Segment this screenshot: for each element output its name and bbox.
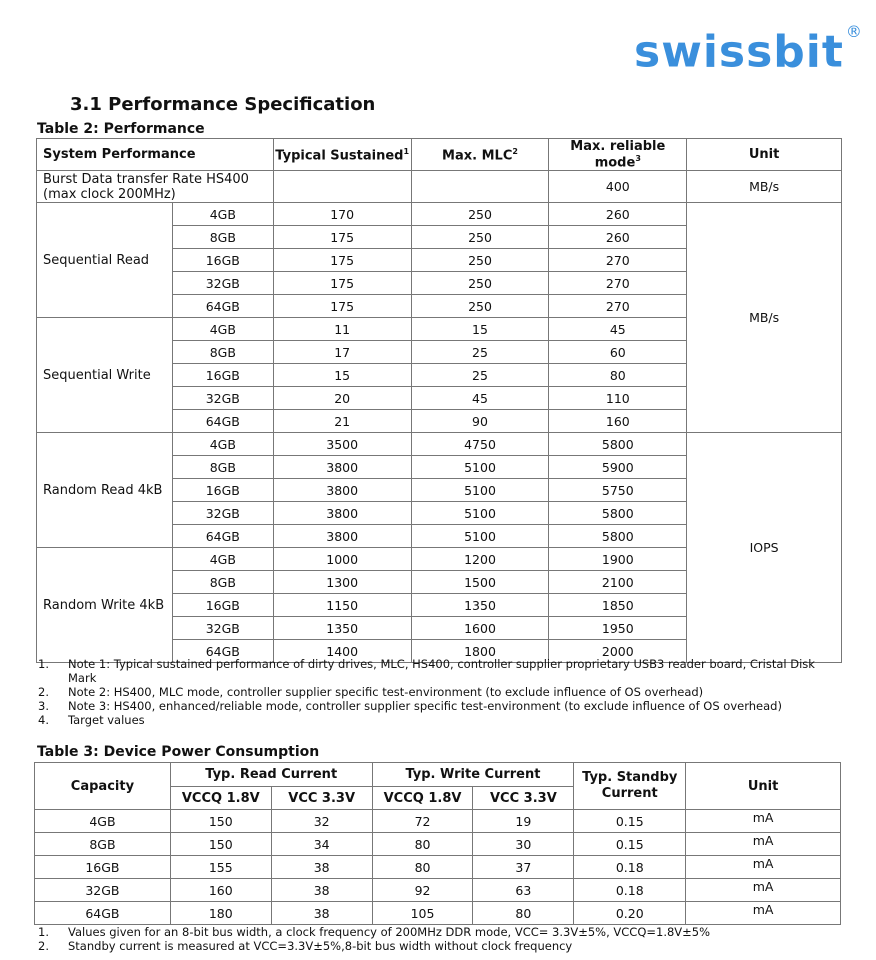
cell-reliable: 270: [549, 272, 687, 295]
cell-reliable: 5900: [549, 456, 687, 479]
footnote: [38, 699, 818, 713]
header-standby-current: Typ. Standby Current: [574, 763, 686, 810]
header-write-vccq: VCCQ 1.8V: [372, 787, 473, 810]
cell-read-vcc: 32: [271, 810, 372, 833]
cell-reliable: 45: [549, 318, 687, 341]
footnote-text: Note 3: HS400, enhanced/reliable mode, controller supplier specific test-environment (to exclude influence of OS overhead): [68, 699, 782, 713]
cell-mlc: 250: [411, 295, 549, 318]
cell-capacity: 64GB: [172, 525, 273, 548]
cell-typical: 1300: [273, 571, 411, 594]
cell-mlc: 5100: [411, 479, 549, 502]
footnote-text: Target values: [68, 713, 145, 727]
cell-unit: mA: [686, 810, 841, 833]
cell-read-vccq: 155: [170, 856, 271, 879]
table-row: [37, 433, 842, 456]
cell-capacity: 8GB: [172, 226, 273, 249]
cell-reliable: 2000: [549, 640, 687, 663]
cell-reliable: 1850: [549, 594, 687, 617]
cell-typical: 21: [273, 410, 411, 433]
cell-unit: mA: [686, 879, 841, 902]
cell-write-vcc: 63: [473, 879, 574, 902]
footnote-number: 4.: [38, 713, 49, 727]
cell-mlc: 4750: [411, 433, 549, 456]
footnote-text: Standby current is measured at VCC=3.3V±5%,8-bit bus width without clock frequency: [68, 939, 573, 953]
table-row: [35, 856, 841, 879]
footnote-number: 2.: [38, 685, 49, 699]
table-header-row: [35, 763, 841, 787]
cell-reliable: 5800: [549, 433, 687, 456]
cell-mlc: 1500: [411, 571, 549, 594]
footnote-text: Values given for an 8-bit bus width, a clock frequency of 200MHz DDR mode, VCC= 3.3V±5%, VCCQ=1.8V±5%: [68, 925, 711, 939]
cell-mlc: 1600: [411, 617, 549, 640]
performance-table: [36, 138, 842, 663]
header-max-reliable: Max. reliable mode$^3$: [549, 139, 687, 171]
cell-typical: 3800: [273, 525, 411, 548]
cell-write-vccq: 80: [372, 856, 473, 879]
cell-reliable: 5800: [549, 502, 687, 525]
header-write-vcc: VCC 3.3V: [473, 787, 574, 810]
cell-typical: 3800: [273, 479, 411, 502]
table-row: [37, 203, 842, 226]
table-row: [35, 902, 841, 925]
cell-read-vccq: 150: [170, 833, 271, 856]
logo-text: swissbit: [634, 26, 844, 78]
cell-mlc: 5100: [411, 525, 549, 548]
cell-read-vccq: 150: [170, 810, 271, 833]
cell-capacity: 8GB: [172, 456, 273, 479]
footnote: [38, 939, 818, 953]
cell-capacity: 4GB: [172, 203, 273, 226]
footnote-number: 1.: [38, 657, 49, 671]
swissbit-logo: [634, 22, 863, 77]
footnote-text: Note 1: Typical sustained performance of dirty drives, MLC, HS400, controller supplier proprietary USB3 reader board, Cristal Disk Mark: [68, 657, 815, 685]
cell-reliable: 60: [549, 341, 687, 364]
power-consumption-table: [34, 762, 841, 925]
footnote-text: Note 2: HS400, MLC mode, controller supplier specific test-environment (to exclude influence of OS overhead): [68, 685, 704, 699]
cell-capacity: 64GB: [35, 902, 171, 925]
cell-mlc: 1200: [411, 548, 549, 571]
table-row: [35, 833, 841, 856]
cell-capacity: 32GB: [172, 617, 273, 640]
cell-reliable: 1900: [549, 548, 687, 571]
cell-reliable: 270: [549, 249, 687, 272]
cell-mlc: 250: [411, 203, 549, 226]
table3-notes: [38, 925, 818, 953]
cell-standby: 0.15: [574, 810, 686, 833]
cell-write-vcc: 37: [473, 856, 574, 879]
cell-typical: 3800: [273, 456, 411, 479]
cell-capacity: 16GB: [172, 479, 273, 502]
cell-standby: 0.18: [574, 879, 686, 902]
footnote: [38, 713, 818, 727]
table-row: [35, 879, 841, 902]
cell-capacity: 32GB: [35, 879, 171, 902]
registered-mark: ®: [845, 22, 863, 41]
cell-mlc: 5100: [411, 456, 549, 479]
cell-typical: 20: [273, 387, 411, 410]
cell-reliable: 5750: [549, 479, 687, 502]
cell-standby: 0.18: [574, 856, 686, 879]
cell-capacity: 16GB: [172, 249, 273, 272]
table3-caption: Table 3: Device Power Consumption: [37, 744, 320, 760]
cell-typical: 170: [273, 203, 411, 226]
cell-capacity: 4GB: [172, 548, 273, 571]
footnote-number: 1.: [38, 925, 49, 939]
cell-capacity: 32GB: [172, 502, 273, 525]
burst-unit: MB/s: [687, 171, 842, 203]
cell-capacity: 32GB: [172, 387, 273, 410]
cell-capacity: 4GB: [172, 433, 273, 456]
header-capacity: Capacity: [35, 763, 171, 810]
cell-capacity: 64GB: [172, 640, 273, 663]
cell-reliable: 260: [549, 226, 687, 249]
cell-capacity: 16GB: [172, 364, 273, 387]
section-title: 3.1 Performance Specification: [70, 94, 376, 115]
cell-unit: mA: [686, 856, 841, 879]
cell-mlc: 250: [411, 249, 549, 272]
footnote-number: 3.: [38, 699, 49, 713]
cell-mlc: 1800: [411, 640, 549, 663]
cell-typical: 15: [273, 364, 411, 387]
header-read-vccq: VCCQ 1.8V: [170, 787, 271, 810]
cell-typical: 1000: [273, 548, 411, 571]
footnote-number: 2.: [38, 939, 49, 953]
header-unit: Unit: [687, 139, 842, 171]
cell-reliable: 80: [549, 364, 687, 387]
cell-standby: 0.15: [574, 833, 686, 856]
header-write-current: Typ. Write Current: [372, 763, 574, 787]
cell-write-vccq: 92: [372, 879, 473, 902]
cell-capacity: 8GB: [172, 341, 273, 364]
cell-capacity: 4GB: [35, 810, 171, 833]
cell-write-vcc: 19: [473, 810, 574, 833]
burst-reliable: 400: [549, 171, 687, 203]
cell-typical: 1350: [273, 617, 411, 640]
cell-reliable: 2100: [549, 571, 687, 594]
cell-capacity: 16GB: [172, 594, 273, 617]
cell-mlc: 250: [411, 272, 549, 295]
header-typical-sustained: Typical Sustained$^1$: [273, 139, 411, 171]
footnote: [38, 685, 818, 699]
footnote: [38, 657, 818, 685]
cell-read-vccq: 180: [170, 902, 271, 925]
group-label: Random Write 4kB: [37, 548, 173, 663]
unit-cell: IOPS: [687, 433, 842, 663]
table-header-row: [37, 139, 842, 171]
cell-mlc: 5100: [411, 502, 549, 525]
cell-capacity: 4GB: [172, 318, 273, 341]
table-row-burst: [37, 171, 842, 203]
cell-read-vcc: 38: [271, 902, 372, 925]
group-label: Random Read 4kB: [37, 433, 173, 548]
cell-read-vcc: 38: [271, 879, 372, 902]
table2-caption: Table 2: Performance: [37, 121, 205, 137]
cell-mlc: 90: [411, 410, 549, 433]
group-label: Sequential Read: [37, 203, 173, 318]
cell-capacity: 64GB: [172, 410, 273, 433]
burst-typical: [273, 171, 411, 203]
cell-capacity: 8GB: [172, 571, 273, 594]
cell-mlc: 25: [411, 341, 549, 364]
cell-mlc: 250: [411, 226, 549, 249]
cell-typical: 175: [273, 295, 411, 318]
cell-read-vccq: 160: [170, 879, 271, 902]
footnote: [38, 925, 818, 939]
cell-read-vcc: 38: [271, 856, 372, 879]
cell-typical: 17: [273, 341, 411, 364]
cell-reliable: 110: [549, 387, 687, 410]
cell-typical: 11: [273, 318, 411, 341]
cell-typical: 1150: [273, 594, 411, 617]
cell-typical: 175: [273, 249, 411, 272]
header-max-mlc: Max. MLC$^2$: [411, 139, 549, 171]
header-read-vcc: VCC 3.3V: [271, 787, 372, 810]
cell-capacity: 16GB: [35, 856, 171, 879]
cell-standby: 0.20: [574, 902, 686, 925]
cell-write-vcc: 30: [473, 833, 574, 856]
cell-typical: 1400: [273, 640, 411, 663]
cell-capacity: 8GB: [35, 833, 171, 856]
cell-write-vccq: 105: [372, 902, 473, 925]
cell-typical: 3800: [273, 502, 411, 525]
cell-reliable: 160: [549, 410, 687, 433]
cell-reliable: 270: [549, 295, 687, 318]
cell-reliable: 5800: [549, 525, 687, 548]
cell-reliable: 1950: [549, 617, 687, 640]
cell-write-vccq: 72: [372, 810, 473, 833]
cell-typical: 175: [273, 226, 411, 249]
header-unit: Unit: [686, 763, 841, 810]
burst-label: Burst Data transfer Rate HS400 (max clock 200MHz): [37, 171, 274, 203]
cell-capacity: 64GB: [172, 295, 273, 318]
cell-mlc: 15: [411, 318, 549, 341]
cell-read-vcc: 34: [271, 833, 372, 856]
burst-mlc: [411, 171, 549, 203]
header-system-performance: System Performance: [37, 139, 274, 171]
cell-unit: mA: [686, 833, 841, 856]
cell-typical: 175: [273, 272, 411, 295]
cell-capacity: 32GB: [172, 272, 273, 295]
cell-mlc: 45: [411, 387, 549, 410]
table2-notes: [38, 657, 818, 727]
cell-reliable: 260: [549, 203, 687, 226]
header-read-current: Typ. Read Current: [170, 763, 372, 787]
cell-unit: mA: [686, 902, 841, 925]
group-label: Sequential Write: [37, 318, 173, 433]
cell-typical: 3500: [273, 433, 411, 456]
cell-write-vcc: 80: [473, 902, 574, 925]
cell-mlc: 25: [411, 364, 549, 387]
cell-mlc: 1350: [411, 594, 549, 617]
cell-write-vccq: 80: [372, 833, 473, 856]
table-row: [35, 810, 841, 833]
unit-cell: MB/s: [687, 203, 842, 433]
